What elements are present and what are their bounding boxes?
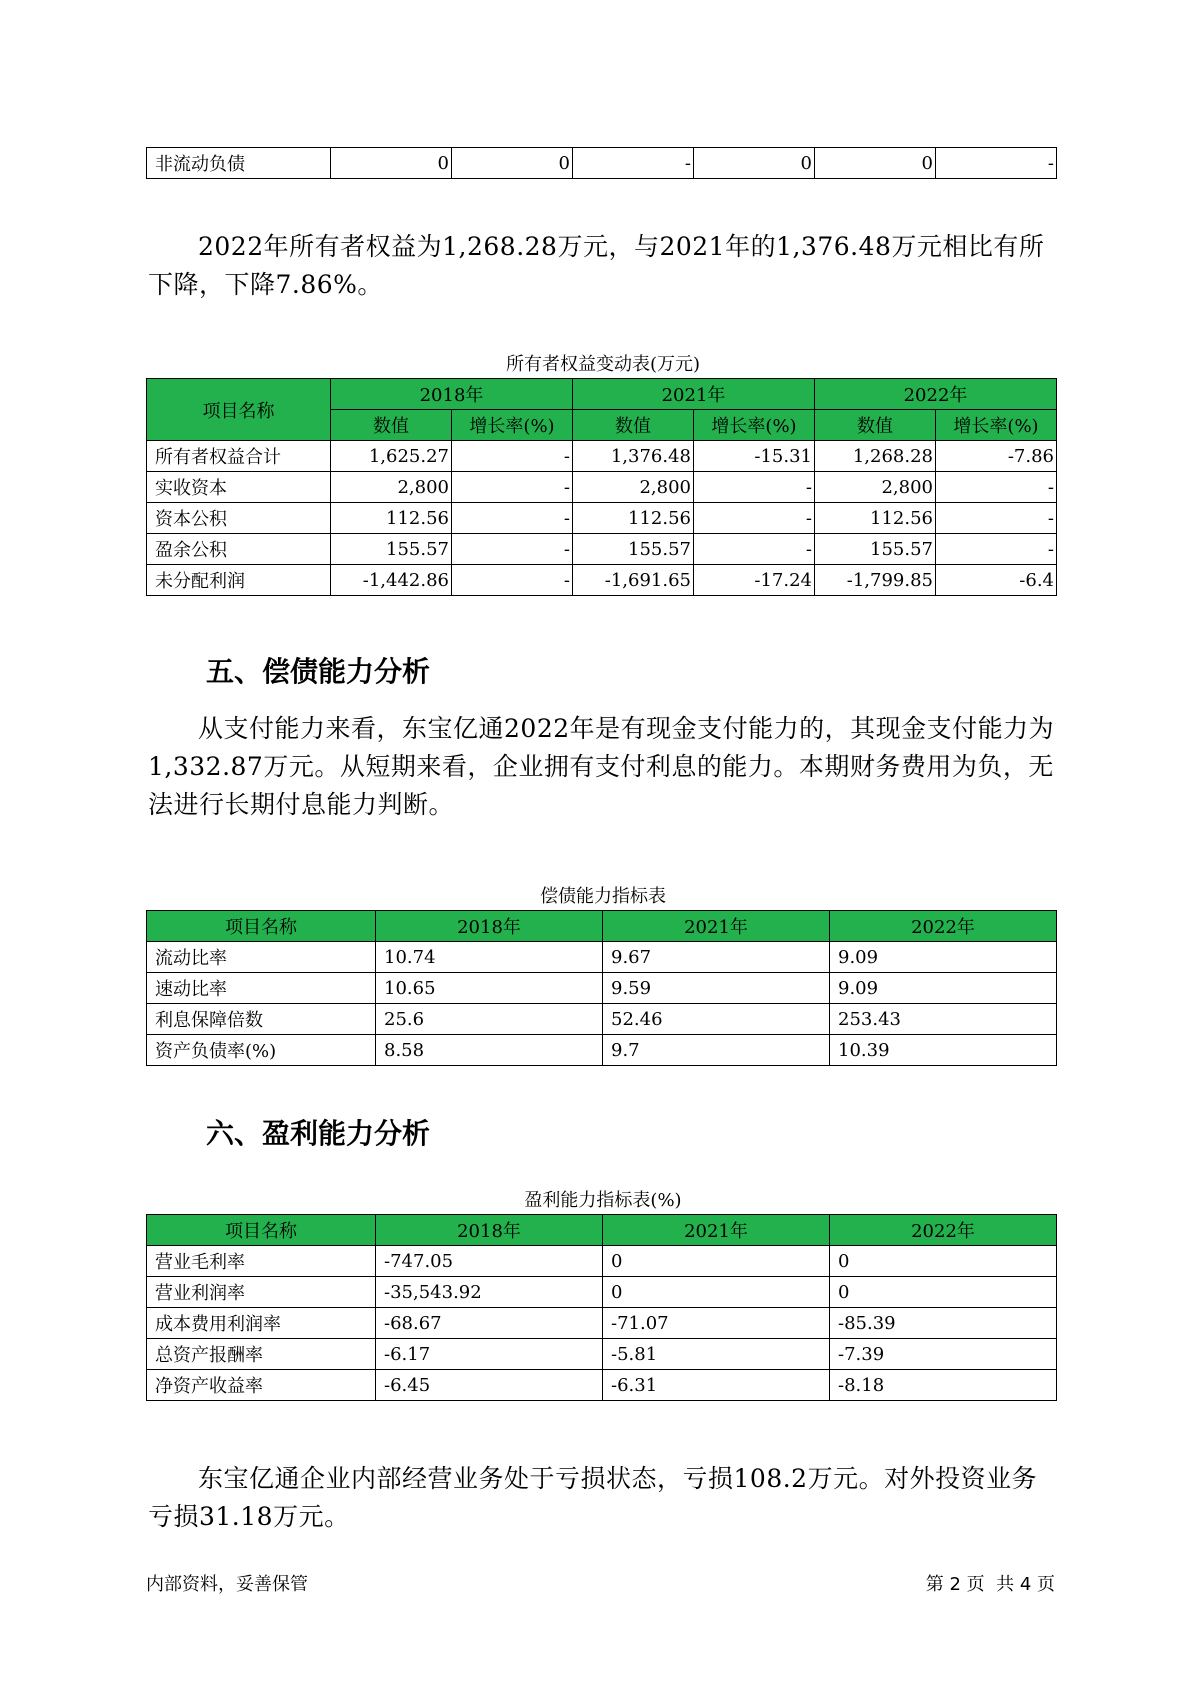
table-cell: - bbox=[936, 503, 1057, 534]
table-cell: - bbox=[694, 503, 815, 534]
table-cell: 112.56 bbox=[331, 503, 452, 534]
subheader-growth: 增长率(%) bbox=[452, 410, 573, 441]
row-label: 利息保障倍数 bbox=[147, 1004, 376, 1035]
table-cell: -1,799.85 bbox=[815, 565, 936, 596]
column-header-name: 项目名称 bbox=[147, 379, 331, 441]
table-cell: -68.67 bbox=[376, 1308, 603, 1339]
column-header-year: 2018年 bbox=[331, 379, 573, 410]
section-heading-profitability: 六、盈利能力分析 bbox=[206, 1117, 431, 1150]
profit-table-caption: 盈利能力指标表(%) bbox=[524, 1190, 682, 1211]
table-cell: - bbox=[452, 503, 573, 534]
subheader-value: 数值 bbox=[815, 410, 936, 441]
row-label: 成本费用利润率 bbox=[147, 1308, 376, 1339]
row-label: 营业利润率 bbox=[147, 1277, 376, 1308]
table-cell: -1,691.65 bbox=[573, 565, 694, 596]
row-label: 速动比率 bbox=[147, 973, 376, 1004]
table-cell: - bbox=[694, 534, 815, 565]
column-header-year: 2021年 bbox=[603, 911, 830, 942]
table-cell: 0 bbox=[694, 148, 815, 179]
table-cell: 9.09 bbox=[830, 942, 1057, 973]
table-cell: 8.58 bbox=[376, 1035, 603, 1066]
solvency-table bbox=[146, 910, 1057, 1066]
table-cell: 2,800 bbox=[331, 472, 452, 503]
row-label: 净资产收益率 bbox=[147, 1370, 376, 1401]
table-cell: 2,800 bbox=[573, 472, 694, 503]
table-row bbox=[147, 942, 1057, 973]
subheader-growth: 增长率(%) bbox=[936, 410, 1057, 441]
equity-paragraph: 2022年所有者权益为1,268.28万元，与2021年的1,376.48万元相比有所下降，下降7.86%。 bbox=[148, 232, 1045, 299]
row-label: 营业毛利率 bbox=[147, 1246, 376, 1277]
table-cell: -8.18 bbox=[830, 1370, 1057, 1401]
table-cell: - bbox=[936, 534, 1057, 565]
table-cell: 155.57 bbox=[573, 534, 694, 565]
table-cell: 0 bbox=[830, 1246, 1057, 1277]
row-label: 所有者权益合计 bbox=[147, 441, 331, 472]
subheader-value: 数值 bbox=[573, 410, 694, 441]
table-cell: 0 bbox=[830, 1277, 1057, 1308]
column-header-year: 2018年 bbox=[376, 911, 603, 942]
section-heading-solvency: 五、偿债能力分析 bbox=[206, 655, 431, 688]
table-cell: - bbox=[694, 472, 815, 503]
table-cell: -15.31 bbox=[694, 441, 815, 472]
column-header-year: 2021年 bbox=[603, 1215, 830, 1246]
table-row bbox=[147, 472, 1057, 503]
column-header-year: 2018年 bbox=[376, 1215, 603, 1246]
table-cell: - bbox=[452, 534, 573, 565]
table-row bbox=[147, 534, 1057, 565]
table-cell: - bbox=[936, 472, 1057, 503]
table-cell: -7.86 bbox=[936, 441, 1057, 472]
profit-table bbox=[146, 1214, 1057, 1401]
table-row bbox=[147, 503, 1057, 534]
row-label: 实收资本 bbox=[147, 472, 331, 503]
table-row bbox=[147, 1004, 1057, 1035]
table-row bbox=[147, 1246, 1057, 1277]
table-cell: -747.05 bbox=[376, 1246, 603, 1277]
row-label: 盈余公积 bbox=[147, 534, 331, 565]
table-cell: 155.57 bbox=[331, 534, 452, 565]
table-cell: 155.57 bbox=[815, 534, 936, 565]
table-row bbox=[147, 973, 1057, 1004]
table-cell: 253.43 bbox=[830, 1004, 1057, 1035]
table-row bbox=[147, 148, 1057, 179]
table-cell: -7.39 bbox=[830, 1339, 1057, 1370]
table-cell: 2,800 bbox=[815, 472, 936, 503]
table-cell: 112.56 bbox=[815, 503, 936, 534]
row-label: 资本公积 bbox=[147, 503, 331, 534]
table-cell: -6.31 bbox=[603, 1370, 830, 1401]
subheader-growth: 增长率(%) bbox=[694, 410, 815, 441]
table-cell: 1,268.28 bbox=[815, 441, 936, 472]
table-cell: 9.09 bbox=[830, 973, 1057, 1004]
column-header-name: 项目名称 bbox=[147, 911, 376, 942]
footer-confidential: 内部资料，妥善保管 bbox=[146, 1574, 308, 1595]
table-row bbox=[147, 1370, 1057, 1401]
table-cell: 10.65 bbox=[376, 973, 603, 1004]
table-cell: -1,442.86 bbox=[331, 565, 452, 596]
liabilities-continuation-table bbox=[146, 147, 1057, 179]
table-row bbox=[147, 565, 1057, 596]
column-header-year: 2022年 bbox=[815, 379, 1057, 410]
column-header-name: 项目名称 bbox=[147, 1215, 376, 1246]
table-cell: - bbox=[936, 148, 1057, 179]
row-label: 总资产报酬率 bbox=[147, 1339, 376, 1370]
table-cell: 0 bbox=[815, 148, 936, 179]
column-header-year: 2021年 bbox=[573, 379, 815, 410]
table-cell: -6.17 bbox=[376, 1339, 603, 1370]
table-cell: -35,543.92 bbox=[376, 1277, 603, 1308]
table-cell: 52.46 bbox=[603, 1004, 830, 1035]
table-cell: - bbox=[452, 441, 573, 472]
table-cell: 1,625.27 bbox=[331, 441, 452, 472]
table-cell: - bbox=[452, 565, 573, 596]
column-header-year: 2022年 bbox=[830, 911, 1057, 942]
table-row bbox=[147, 1035, 1057, 1066]
column-header-year: 2022年 bbox=[830, 1215, 1057, 1246]
loss-paragraph: 东宝亿通企业内部经营业务处于亏损状态，亏损108.2万元。对外投资业务亏损31.18万元。 bbox=[148, 1464, 1038, 1531]
table-cell: -6.4 bbox=[936, 565, 1057, 596]
table-cell: -6.45 bbox=[376, 1370, 603, 1401]
table-cell: -17.24 bbox=[694, 565, 815, 596]
table-cell: 9.59 bbox=[603, 973, 830, 1004]
subheader-value: 数值 bbox=[331, 410, 452, 441]
row-label: 未分配利润 bbox=[147, 565, 331, 596]
table-cell: - bbox=[452, 472, 573, 503]
table-cell: 9.67 bbox=[603, 942, 830, 973]
table-cell: 1,376.48 bbox=[573, 441, 694, 472]
table-row bbox=[147, 1277, 1057, 1308]
table-cell: 25.6 bbox=[376, 1004, 603, 1035]
table-cell: 9.7 bbox=[603, 1035, 830, 1066]
table-cell: 0 bbox=[603, 1246, 830, 1277]
table-cell: -85.39 bbox=[830, 1308, 1057, 1339]
table-cell: 10.39 bbox=[830, 1035, 1057, 1066]
solvency-paragraph: 从支付能力来看，东宝亿通2022年是有现金支付能力的，其现金支付能力为1,332.87万元。从短期来看，企业拥有支付利息的能力。本期财务费用为负，无法进行长期付息能力判断。 bbox=[148, 714, 1055, 819]
row-label: 非流动负债 bbox=[147, 148, 331, 179]
table-cell: -71.07 bbox=[603, 1308, 830, 1339]
table-row bbox=[147, 1339, 1057, 1370]
table-row bbox=[147, 441, 1057, 472]
table-cell: - bbox=[573, 148, 694, 179]
table-cell: -5.81 bbox=[603, 1339, 830, 1370]
table-row bbox=[147, 1308, 1057, 1339]
equity-table bbox=[146, 378, 1057, 596]
table-cell: 0 bbox=[452, 148, 573, 179]
footer-page-number: 第 2 页 共 4 页 bbox=[925, 1574, 1055, 1595]
equity-table-caption: 所有者权益变动表(万元) bbox=[505, 354, 701, 375]
solvency-table-caption: 偿债能力指标表 bbox=[540, 886, 666, 907]
table-cell: 0 bbox=[331, 148, 452, 179]
row-label: 流动比率 bbox=[147, 942, 376, 973]
table-cell: 112.56 bbox=[573, 503, 694, 534]
table-cell: 0 bbox=[603, 1277, 830, 1308]
row-label: 资产负债率(%) bbox=[147, 1035, 376, 1066]
table-cell: 10.74 bbox=[376, 942, 603, 973]
